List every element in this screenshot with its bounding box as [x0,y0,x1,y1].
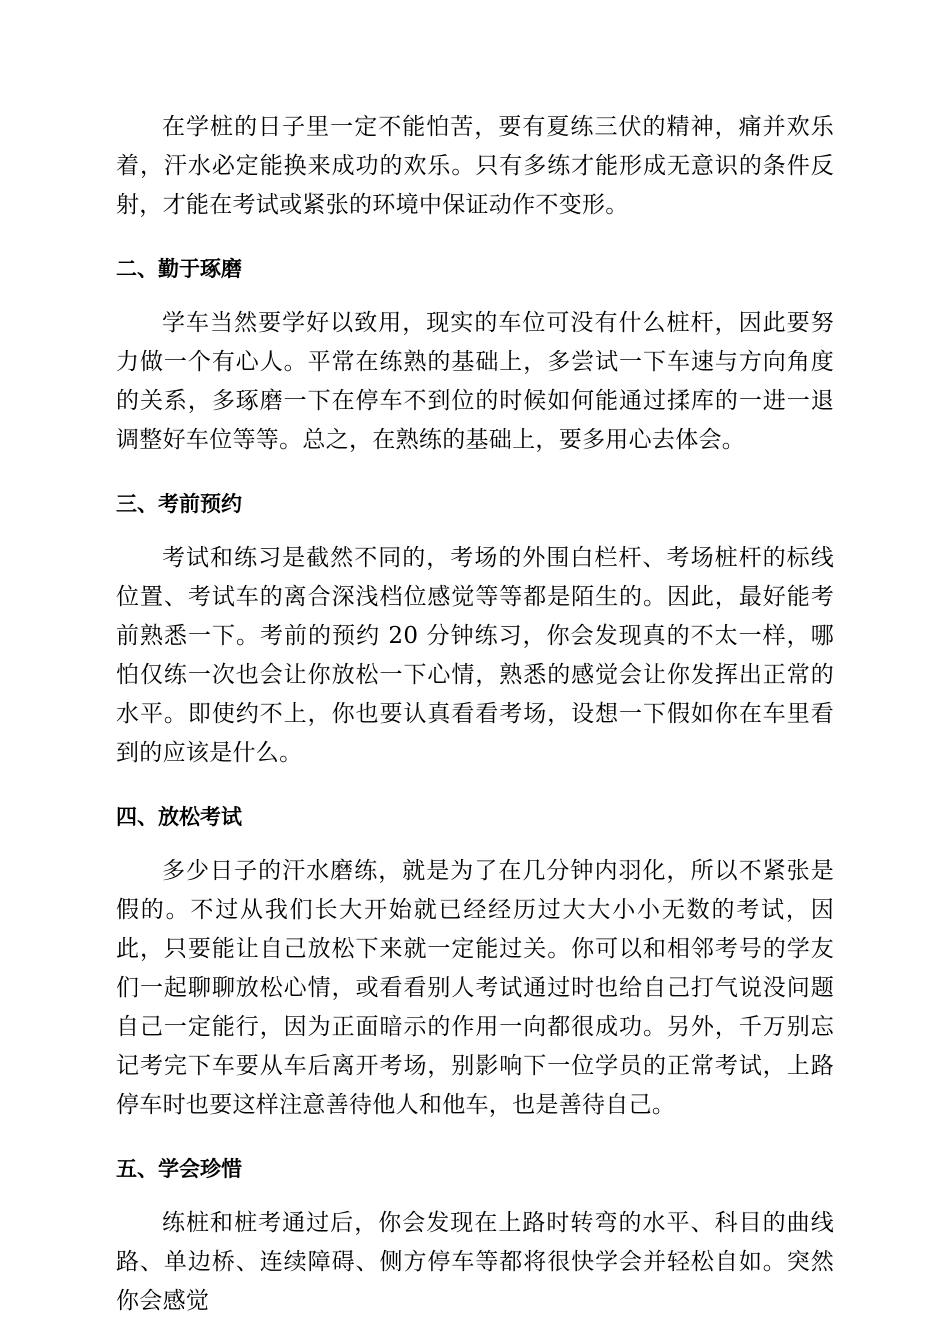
paragraph-section-2: 学车当然要学好以致用，现实的车位可没有什么桩杆，因此要努力做一个有心人。平常在练熟的基础上，多尝试一下车速与方向角度的关系，多琢磨一下在停车不到位的时候如何能通过揉库的一进一退调整好车位等等。总之，在熟练的基础上，要多用心去体会。 [116,310,834,453]
paragraph-practice-hard: 在学桩的日子里一定不能怕苦，要有夏练三伏的精神，痛并欢乐着，汗水必定能换来成功的欢乐。只有多练才能形成无意识的条件反射，才能在考试或紧张的环境中保证动作不变形。 [116,114,834,218]
paragraph-section-5: 练桩和桩考通过后，你会发现在上路时转弯的水平、科目的曲线路、单边桥、连续障碍、侧方停车等都将很快学会并轻松自如。突然你会感觉 [116,1210,834,1314]
paragraph-section-4: 多少日子的汗水磨练，就是为了在几分钟内羽化，所以不紧张是假的。不过从我们长大开始就已经经历过大大小小无数的考试，因此，只要能让自己放松下来就一定能过关。你可以和相邻考号的学友们一起聊聊放松心情，或看看别人考试通过时也给自己打气说没问题自己一定能行，因为正面暗示的作用一向都很成功。另外，千万别忘记考完下车要从车后离开考场，别影响下一位学员的正常考试，上路停车时也要这样注意善待他人和他车，也是善待自己。 [116,858,834,1118]
heading-section-3: 三、考前预约 [116,492,242,516]
paragraph-section-3: 考试和练习是截然不同的，考场的外围白栏杆、考场桩杆的标线位置、考试车的离合深浅档位感觉等等都是陌生的。因此，最好能考前熟悉一下。考前的预约 20 分钟练习，你会发现真的不太一样，哪怕仅练一次也会让你放松一下心情，熟悉的感觉会让你发挥出正常的水平。即使约不上，你也要认真看看考场，设想一下假如你在车里看到的应该是什么。 [116,545,834,766]
document-body [116,108,834,1321]
heading-section-2: 二、勤于琢磨 [116,257,242,281]
heading-section-5: 五、学会珍惜 [116,1157,242,1181]
heading-section-4: 四、放松考试 [116,805,242,829]
